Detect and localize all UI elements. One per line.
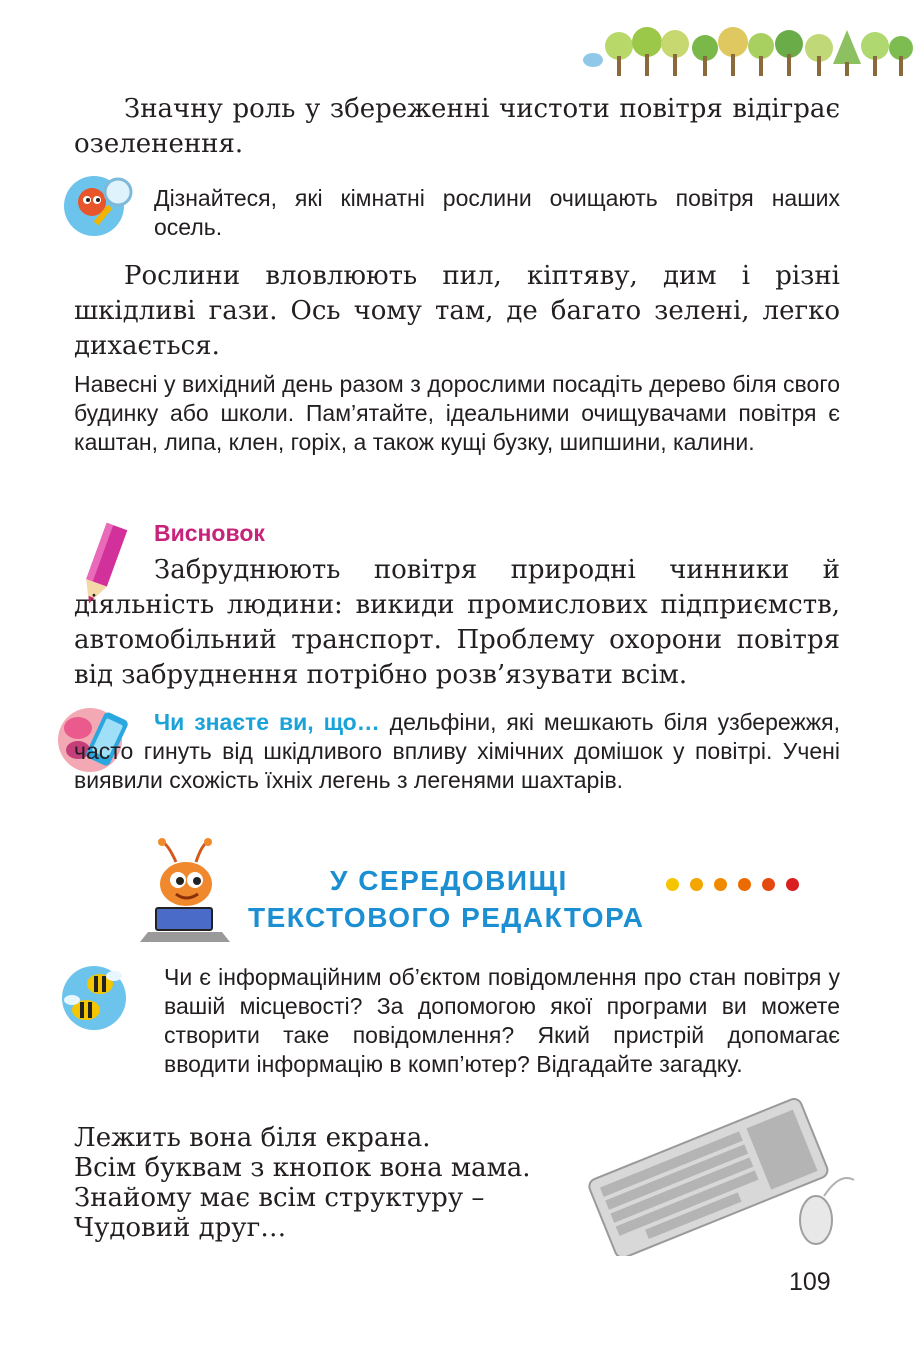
riddle-line: Всім буквам з кнопок вона мама. [74,1153,531,1183]
dot-6 [786,878,799,891]
dot-1 [666,878,679,891]
riddle-line: Знайому має всім структуру – [74,1183,485,1213]
dot-3 [714,878,727,891]
task-houseplants: Дізнайтеся, які кімнатні рослини очищають повітря наших осель. [154,185,840,240]
trees-header-icon [575,24,915,80]
did-you-know-lead: Чи знаєте ви, що… [154,709,380,735]
conclusion-heading: Висновок [154,520,265,546]
plants-paragraph: Рослини вловлюють пил, кіптяву, дим і різні шкідливі гази. Ось чому там, де багато зелені, легко дихається. [74,261,840,361]
intro-paragraph: Значну роль у збереженні чистоти повітря відіграє озеленення. [74,94,840,159]
dot-2 [690,878,703,891]
dot-4 [738,878,751,891]
section-dots [666,878,826,896]
section-title-line1: У СЕРЕДОВИЩІ [330,865,568,896]
dot-5 [762,878,775,891]
did-you-know [74,708,840,795]
riddle-line: Чудовий друг… [74,1213,287,1243]
bees-icon [58,962,136,1034]
conclusion-text: Забруднюють повітря природні чинники й діяльність людини: викиди промислових підприємств, автомобільний транспорт. Проблему охорони повітря від забруднення потрібно розв’язувати всім. [74,555,840,690]
ant-magnifier-icon [62,168,142,242]
section-title-line2: ТЕКСТОВОГО РЕДАКТОРА [248,902,645,933]
keyboard-mouse-image [588,1072,864,1256]
questions-text: Чи є інформаційним об’єктом повідомлення про стан повітря у вашій місцевості? За допомогою якої програми ви можете створити таке повідомлення? Який пристрій допомагає вводити інформацію в комп’ютер? Відгадайте загадку. [164,964,840,1077]
riddle-line: Лежить вона біля екрана. [74,1123,431,1153]
did-you-know-text: дельфіни, які мешкають біля узбережжя, часто гинуть від шкідливого впливу хімічних домішок у повітрі. Учені виявили схожість їхніх легень з легенями шахтарів. [74,709,841,793]
riddle [74,1123,531,1243]
task-plant-tree: Навесні у вихідний день разом з дорослими посадіть дерево біля свого будинку або школи. Пам’ятайте, ідеальними очищувачами повітря є каштан, липа, клен, горіх, а також кущі бузку, шипшини, калини. [74,371,840,455]
page-number: 109 [789,1268,831,1296]
ant-laptop-icon [140,838,240,946]
